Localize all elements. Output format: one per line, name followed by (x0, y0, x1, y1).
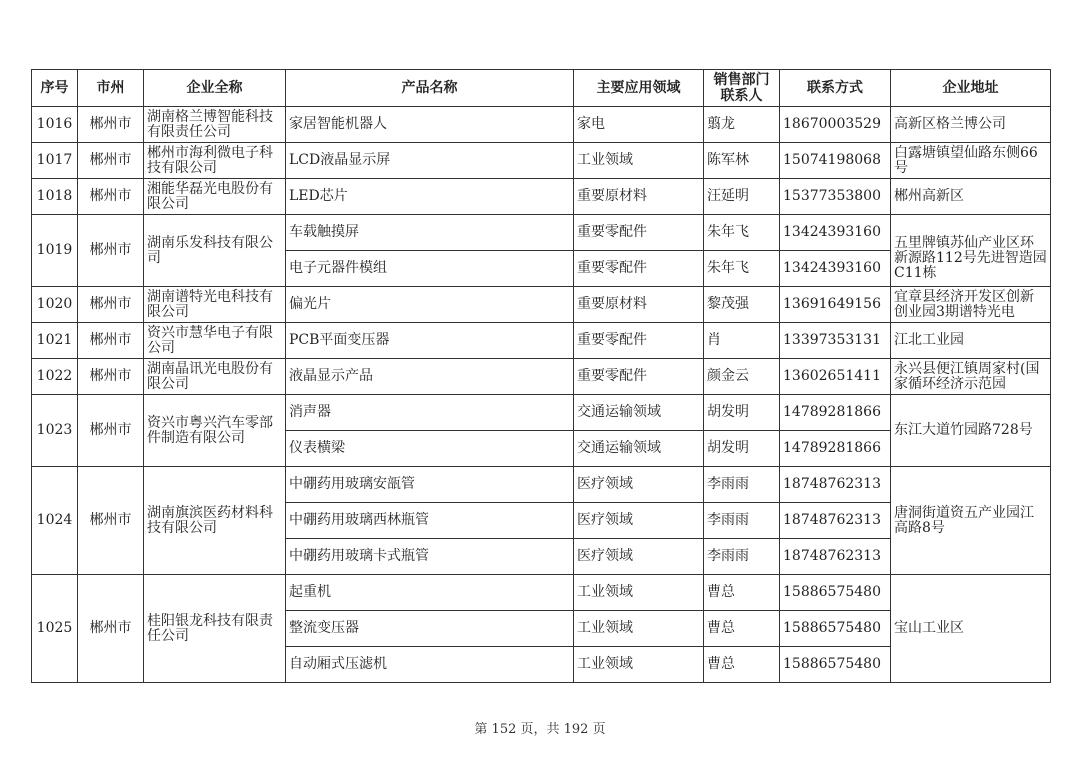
cell-city-text: 郴州市 (89, 332, 132, 348)
table-body (32, 107, 1051, 683)
cell-company (144, 467, 286, 575)
header-address: 企业地址 (891, 70, 1051, 107)
cell-product-text: 液晶显示产品 (289, 368, 373, 384)
header-city: 市州 (78, 70, 144, 107)
cell-contact-text: 翦龙 (707, 116, 735, 132)
table-row (32, 323, 1051, 359)
cell-city (78, 215, 144, 287)
cell-address-text: 白露塘镇望仙路东侧66号 (894, 144, 1038, 176)
cell-product (286, 251, 574, 287)
table-row (32, 575, 1051, 611)
cell-no (32, 575, 78, 683)
cell-phone (780, 359, 891, 395)
enterprise-product-table (31, 69, 1051, 683)
cell-field-text: 工业领域 (577, 152, 633, 168)
cell-company (144, 575, 286, 683)
cell-phone-text: 14789281866 (783, 404, 881, 420)
header-product: 产品名称 (286, 70, 574, 107)
table-row (32, 359, 1051, 395)
cell-city-text: 郴州市 (89, 152, 132, 168)
cell-field-text: 医疗领域 (577, 512, 633, 528)
cell-product-text: 偏光片 (289, 296, 331, 312)
cell-field-text: 工业领域 (577, 620, 633, 636)
cell-address (891, 359, 1051, 395)
cell-phone-text: 18748762313 (783, 548, 881, 564)
cell-city-text: 郴州市 (89, 188, 132, 204)
cell-field-text: 重要零配件 (577, 260, 647, 276)
cell-address (891, 215, 1051, 287)
cell-field-text: 重要原材料 (577, 188, 647, 204)
cell-address (891, 179, 1051, 215)
cell-city-text: 郴州市 (89, 368, 132, 384)
cell-product (286, 395, 574, 431)
cell-field (574, 611, 704, 647)
cell-no-text: 1023 (36, 422, 73, 438)
cell-company (144, 287, 286, 323)
cell-no-text: 1022 (36, 368, 73, 384)
cell-city-text: 郴州市 (89, 620, 132, 636)
cell-address (891, 323, 1051, 359)
cell-no (32, 359, 78, 395)
cell-city (78, 467, 144, 575)
cell-no-text: 1020 (36, 296, 73, 312)
cell-no (32, 143, 78, 179)
cell-phone (780, 467, 891, 503)
cell-address (891, 143, 1051, 179)
cell-product-text: 仪表横梁 (289, 440, 345, 456)
cell-contact-text: 胡发明 (707, 404, 749, 420)
cell-product-text: 中硼药用玻璃西林瓶管 (289, 512, 429, 528)
cell-phone (780, 611, 891, 647)
cell-city (78, 287, 144, 323)
cell-product (286, 611, 574, 647)
cell-phone-text: 13691649156 (783, 296, 881, 312)
cell-address-text: 唐洞街道资五产业园江高路8号 (894, 504, 1034, 536)
header-no: 序号 (32, 70, 78, 107)
cell-no-text: 1024 (36, 512, 73, 528)
cell-field (574, 359, 704, 395)
cell-product-text: 中硼药用玻璃安瓿管 (289, 476, 415, 492)
cell-contact (704, 179, 780, 215)
cell-contact-text: 曹总 (707, 656, 735, 672)
cell-no (32, 323, 78, 359)
cell-product-text: 电子元器件模组 (289, 260, 387, 276)
page-footer: 第 152 页，共 192 页 (474, 722, 606, 737)
cell-product (286, 287, 574, 323)
cell-no-text: 1021 (36, 332, 73, 348)
cell-phone (780, 575, 891, 611)
cell-contact (704, 251, 780, 287)
header-company: 企业全称 (144, 70, 286, 107)
cell-product (286, 503, 574, 539)
cell-no-text: 1017 (36, 152, 73, 168)
cell-contact (704, 611, 780, 647)
cell-field-text: 医疗领域 (577, 548, 633, 564)
cell-city (78, 575, 144, 683)
cell-phone-text: 18670003529 (783, 116, 881, 132)
cell-phone-text: 15377353800 (783, 188, 881, 204)
cell-phone-text: 15886575480 (783, 620, 881, 636)
cell-product (286, 143, 574, 179)
cell-company (144, 143, 286, 179)
cell-company (144, 107, 286, 143)
cell-product (286, 215, 574, 251)
cell-contact-text: 胡发明 (707, 440, 749, 456)
cell-no-text: 1025 (36, 620, 73, 636)
cell-field (574, 179, 704, 215)
cell-contact (704, 287, 780, 323)
header-contact: 销售部门联系人 (704, 70, 780, 107)
cell-phone-text: 15886575480 (783, 584, 881, 600)
cell-city (78, 359, 144, 395)
cell-field (574, 431, 704, 467)
cell-address (891, 467, 1051, 575)
cell-contact (704, 215, 780, 251)
cell-phone (780, 251, 891, 287)
cell-field (574, 395, 704, 431)
cell-phone (780, 503, 891, 539)
cell-field (574, 575, 704, 611)
cell-field (574, 143, 704, 179)
cell-product-text: LCD液晶显示屏 (289, 152, 391, 168)
cell-product-text: 中硼药用玻璃卡式瓶管 (289, 548, 429, 564)
cell-no-text: 1016 (36, 116, 73, 132)
cell-company-text: 资兴市慧华电子有限公司 (147, 324, 273, 356)
header-field: 主要应用领域 (574, 70, 704, 107)
cell-phone (780, 647, 891, 683)
cell-phone-text: 13424393160 (783, 224, 881, 240)
cell-no-text: 1019 (36, 242, 73, 258)
cell-phone (780, 287, 891, 323)
table-row (32, 395, 1051, 431)
cell-product-text: 车载触摸屏 (289, 224, 359, 240)
cell-contact-text: 陈军林 (707, 152, 749, 168)
table-row (32, 179, 1051, 215)
cell-city (78, 395, 144, 467)
cell-contact (704, 503, 780, 539)
table-header-row (32, 70, 1051, 107)
cell-contact (704, 575, 780, 611)
cell-product-text: 整流变压器 (289, 620, 359, 636)
cell-contact-text: 颜金云 (707, 368, 749, 384)
cell-product (286, 575, 574, 611)
table-row (32, 215, 1051, 251)
cell-contact-text: 汪延明 (707, 188, 749, 204)
cell-address-text: 永兴县便江镇周家村(国家循环经济示范园 (894, 360, 1040, 392)
cell-phone-text: 18748762313 (783, 476, 881, 492)
cell-contact-text: 曹总 (707, 620, 735, 636)
cell-contact (704, 359, 780, 395)
cell-contact-text: 李雨雨 (707, 512, 749, 528)
cell-company (144, 323, 286, 359)
cell-phone (780, 395, 891, 431)
table-row (32, 143, 1051, 179)
cell-address (891, 107, 1051, 143)
cell-field-text: 家电 (577, 116, 605, 132)
cell-field (574, 107, 704, 143)
cell-phone (780, 215, 891, 251)
cell-no (32, 107, 78, 143)
cell-phone-text: 14789281866 (783, 440, 881, 456)
cell-phone (780, 539, 891, 575)
cell-contact-text: 曹总 (707, 584, 735, 600)
cell-field-text: 工业领域 (577, 656, 633, 672)
cell-field (574, 251, 704, 287)
cell-city-text: 郴州市 (89, 296, 132, 312)
cell-contact-text: 黎茂强 (707, 296, 749, 312)
cell-product-text: LED芯片 (289, 188, 348, 204)
cell-company-text: 湖南格兰博智能科技有限责任公司 (147, 108, 273, 140)
table-row (32, 467, 1051, 503)
cell-contact (704, 647, 780, 683)
cell-address-text: 宝山工业区 (894, 620, 964, 636)
cell-contact (704, 107, 780, 143)
cell-phone (780, 107, 891, 143)
cell-product (286, 323, 574, 359)
cell-address (891, 575, 1051, 683)
cell-phone-text: 13602651411 (783, 368, 881, 384)
cell-no-text: 1018 (36, 188, 73, 204)
cell-field-text: 重要零配件 (577, 368, 647, 384)
cell-field (574, 647, 704, 683)
cell-address-text: 高新区格兰博公司 (894, 116, 1006, 132)
cell-field-text: 交通运输领域 (577, 404, 661, 420)
cell-field (574, 215, 704, 251)
cell-city-text: 郴州市 (89, 512, 132, 528)
cell-product-text: 消声器 (289, 404, 331, 420)
cell-phone-text: 13397353131 (783, 332, 881, 348)
cell-product-text: 自动厢式压滤机 (289, 656, 387, 672)
cell-company-text: 湖南谱特光电科技有限公司 (147, 288, 273, 320)
cell-city-text: 郴州市 (89, 116, 132, 132)
cell-contact (704, 431, 780, 467)
cell-company-text: 湖南旗滨医药材料科技有限公司 (147, 504, 273, 536)
cell-city (78, 179, 144, 215)
cell-company (144, 395, 286, 467)
cell-field (574, 503, 704, 539)
cell-product (286, 647, 574, 683)
cell-phone (780, 431, 891, 467)
cell-product (286, 107, 574, 143)
header-phone: 联系方式 (780, 70, 891, 107)
cell-address-text: 东江大道竹园路728号 (894, 422, 1033, 438)
cell-address-text: 五里牌镇苏仙产业区环新源路112号先进智造园C11栋 (894, 234, 1047, 281)
cell-no (32, 215, 78, 287)
cell-address (891, 395, 1051, 467)
cell-product (286, 359, 574, 395)
cell-field (574, 467, 704, 503)
cell-field-text: 医疗领域 (577, 476, 633, 492)
cell-contact (704, 323, 780, 359)
cell-city-text: 郴州市 (89, 242, 132, 258)
cell-product (286, 431, 574, 467)
cell-field (574, 323, 704, 359)
cell-contact-text: 李雨雨 (707, 548, 749, 564)
table-row (32, 287, 1051, 323)
cell-product (286, 179, 574, 215)
cell-no (32, 395, 78, 467)
cell-company (144, 359, 286, 395)
cell-city-text: 郴州市 (89, 422, 132, 438)
cell-city (78, 323, 144, 359)
cell-company-text: 湖南晶讯光电股份有限公司 (147, 360, 273, 392)
cell-contact (704, 143, 780, 179)
cell-contact (704, 467, 780, 503)
cell-phone-text: 13424393160 (783, 260, 881, 276)
cell-phone-text: 15886575480 (783, 656, 881, 672)
cell-product (286, 539, 574, 575)
cell-contact-text: 朱年飞 (707, 224, 749, 240)
cell-field-text: 重要原材料 (577, 296, 647, 312)
cell-phone (780, 323, 891, 359)
cell-field-text: 重要零配件 (577, 332, 647, 348)
cell-phone (780, 179, 891, 215)
cell-product-text: PCB平面变压器 (289, 332, 390, 348)
cell-city (78, 107, 144, 143)
cell-field-text: 重要零配件 (577, 224, 647, 240)
cell-phone-text: 15074198068 (783, 152, 881, 168)
cell-field-text: 交通运输领域 (577, 440, 661, 456)
cell-company-text: 桂阳银龙科技有限责任公司 (147, 612, 273, 644)
cell-contact-text: 肖 (707, 332, 721, 348)
cell-address-text: 江北工业园 (894, 332, 964, 348)
cell-no (32, 287, 78, 323)
cell-field (574, 287, 704, 323)
cell-company (144, 215, 286, 287)
cell-company-text: 湖南乐发科技有限公司 (147, 234, 273, 266)
cell-no (32, 467, 78, 575)
cell-contact-text: 李雨雨 (707, 476, 749, 492)
cell-no (32, 179, 78, 215)
cell-product-text: 家居智能机器人 (289, 116, 387, 132)
cell-product-text: 起重机 (289, 584, 331, 600)
cell-product (286, 467, 574, 503)
cell-field-text: 工业领域 (577, 584, 633, 600)
cell-phone-text: 18748762313 (783, 512, 881, 528)
cell-city (78, 143, 144, 179)
cell-field (574, 539, 704, 575)
cell-company-text: 湘能华磊光电股份有限公司 (147, 180, 273, 212)
cell-company-text: 郴州市海利微电子科技有限公司 (147, 144, 273, 176)
cell-company (144, 179, 286, 215)
cell-contact (704, 395, 780, 431)
cell-phone (780, 143, 891, 179)
cell-address-text: 郴州高新区 (894, 188, 964, 204)
table-row (32, 107, 1051, 143)
cell-address (891, 287, 1051, 323)
cell-company-text: 资兴市粤兴汽车零部件制造有限公司 (147, 414, 273, 446)
cell-address-text: 宜章县经济开发区创新创业园3期谱特光电 (894, 288, 1034, 320)
cell-contact-text: 朱年飞 (707, 260, 749, 276)
cell-contact (704, 539, 780, 575)
